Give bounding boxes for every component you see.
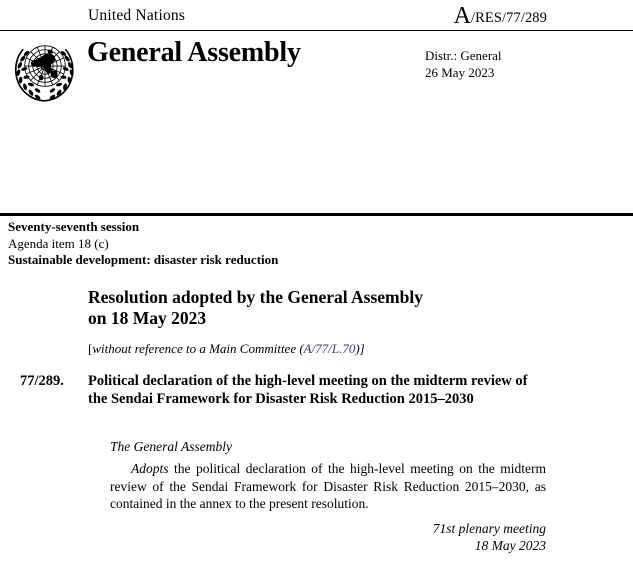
- resolution-heading-line2: on 18 May 2023: [88, 308, 207, 328]
- agenda-topic: Sustainable development: disaster risk reduction: [8, 252, 279, 267]
- resolution-heading-line1: Resolution adopted by the General Assembly: [88, 287, 423, 307]
- operative-text: the political declaration of the high-level meeting on the midterm review of the Sendai Framework for Disaster Risk Reduction 2015–2030, as contained in the annex to the present resolution.: [110, 461, 546, 511]
- document-symbol: [454, 5, 547, 27]
- distribution-block: [425, 48, 502, 81]
- resolution-heading: [88, 287, 548, 329]
- header-divider: [0, 213, 633, 216]
- operative-verb: Adopts: [131, 461, 169, 476]
- without-reference-open-bracket: [: [88, 341, 93, 356]
- meeting-date: 18 May 2023: [474, 538, 546, 553]
- distribution-label: Distr.: General: [425, 48, 502, 63]
- operative-paragraph: [110, 460, 546, 513]
- draft-resolution-link[interactable]: A/77/L.70: [303, 341, 356, 356]
- organization-label: United Nations: [88, 7, 186, 24]
- session-label: Seventy-seventh session: [8, 219, 140, 234]
- body-name-title: General Assembly: [87, 37, 301, 68]
- without-reference-text: without reference to a Main Committee (: [92, 341, 304, 356]
- un-emblem-icon: [8, 32, 82, 106]
- agenda-item: Agenda item 18 (c): [8, 235, 109, 251]
- session-block: [8, 219, 278, 269]
- document-symbol-prefix: A: [453, 3, 471, 29]
- resolution-number: 77/289.: [20, 373, 64, 389]
- plenary-meeting: 71st plenary meeting: [432, 521, 546, 536]
- document-symbol-rest: /RES/77/289: [470, 10, 547, 26]
- masthead-divider: [0, 30, 633, 31]
- organ-reference: The General Assembly: [110, 439, 232, 454]
- without-reference-close: )]: [355, 341, 365, 356]
- without-reference-note: [88, 341, 365, 357]
- meeting-footer: [300, 520, 546, 554]
- resolution-title: Political declaration of the high-level meeting on the midterm review of the Sendai Framework for Disaster Risk Reduction 2015–2030: [88, 373, 528, 407]
- distribution-date: 26 May 2023: [425, 64, 495, 80]
